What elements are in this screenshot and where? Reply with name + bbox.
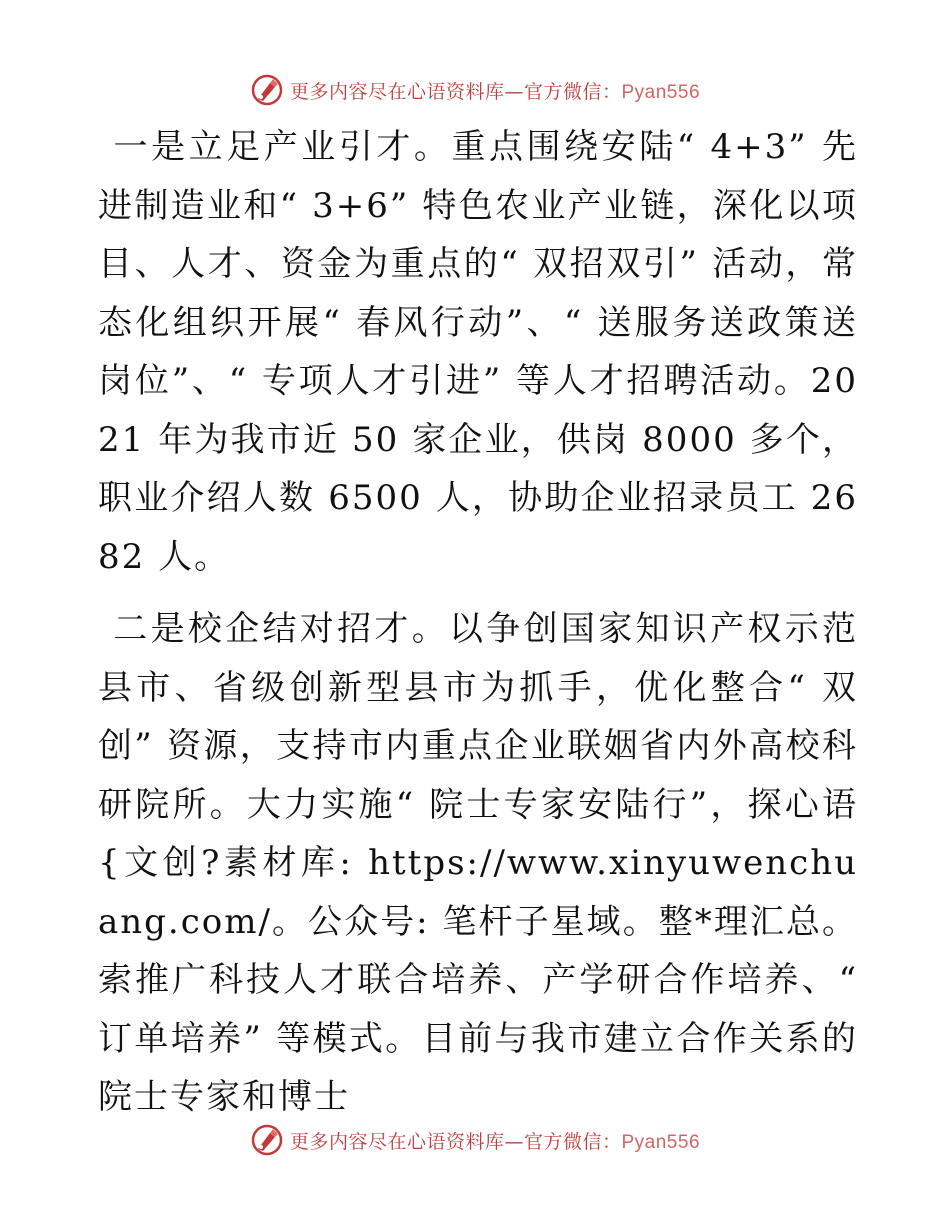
header-wechat-label: 官方微信：	[523, 80, 622, 103]
footer-wechat-id: Pyan556	[621, 1131, 701, 1153]
paragraph-1	[98, 118, 858, 586]
paragraph-2-text: 二是校企结对招才。以争创国家知识产权示范县市、省级创新型县市为抓手，优化整合“ 双创” 资源，支持市内重点企业联姻省内外高校科研院所。大力实施“ 院士专家安陆行”，探心语{文创?素材库: https://www.xinyuwenchuang.com/。公众号: 笔杆子星域。整*理汇总。索推广科技人才联合培养、产学研合作培养、“ 订单培养” 等模式。目前与我市建立合作关系的院士专家和博士	[98, 609, 858, 1117]
footer-brand-text: 更多内容尽在心语资料库	[289, 1130, 505, 1153]
document-body	[98, 118, 858, 1127]
footer-watermark	[0, 1122, 950, 1158]
pen-nib-logo-icon	[250, 73, 284, 107]
header-brand-text: 更多内容尽在心语资料库	[289, 80, 505, 103]
footer-wechat-label: 官方微信：	[523, 1130, 622, 1153]
footer-separator: —	[504, 1130, 524, 1153]
paragraph-2	[98, 600, 858, 1127]
header-wechat-id: Pyan556	[621, 81, 701, 103]
paragraph-1-text: 一是立足产业引才。重点围绕安陆“ 4+3” 先进制造业和“ 3+6” 特色农业产业链，深化以项目、人才、资金为重点的“ 双招双引” 活动，常态化组织开展“ 春风行动”、“ 送服务送政策送岗位”、“ 专项人才引进” 等人才招聘活动。2021 年为我市近 50 家企业，供岗 8000 多个，职业介绍人数 6500 人，协助企业招录员工 2682 人。	[98, 127, 858, 577]
pen-nib-logo-icon	[250, 1123, 284, 1157]
header-watermark	[0, 72, 950, 108]
header-separator: —	[504, 80, 524, 103]
